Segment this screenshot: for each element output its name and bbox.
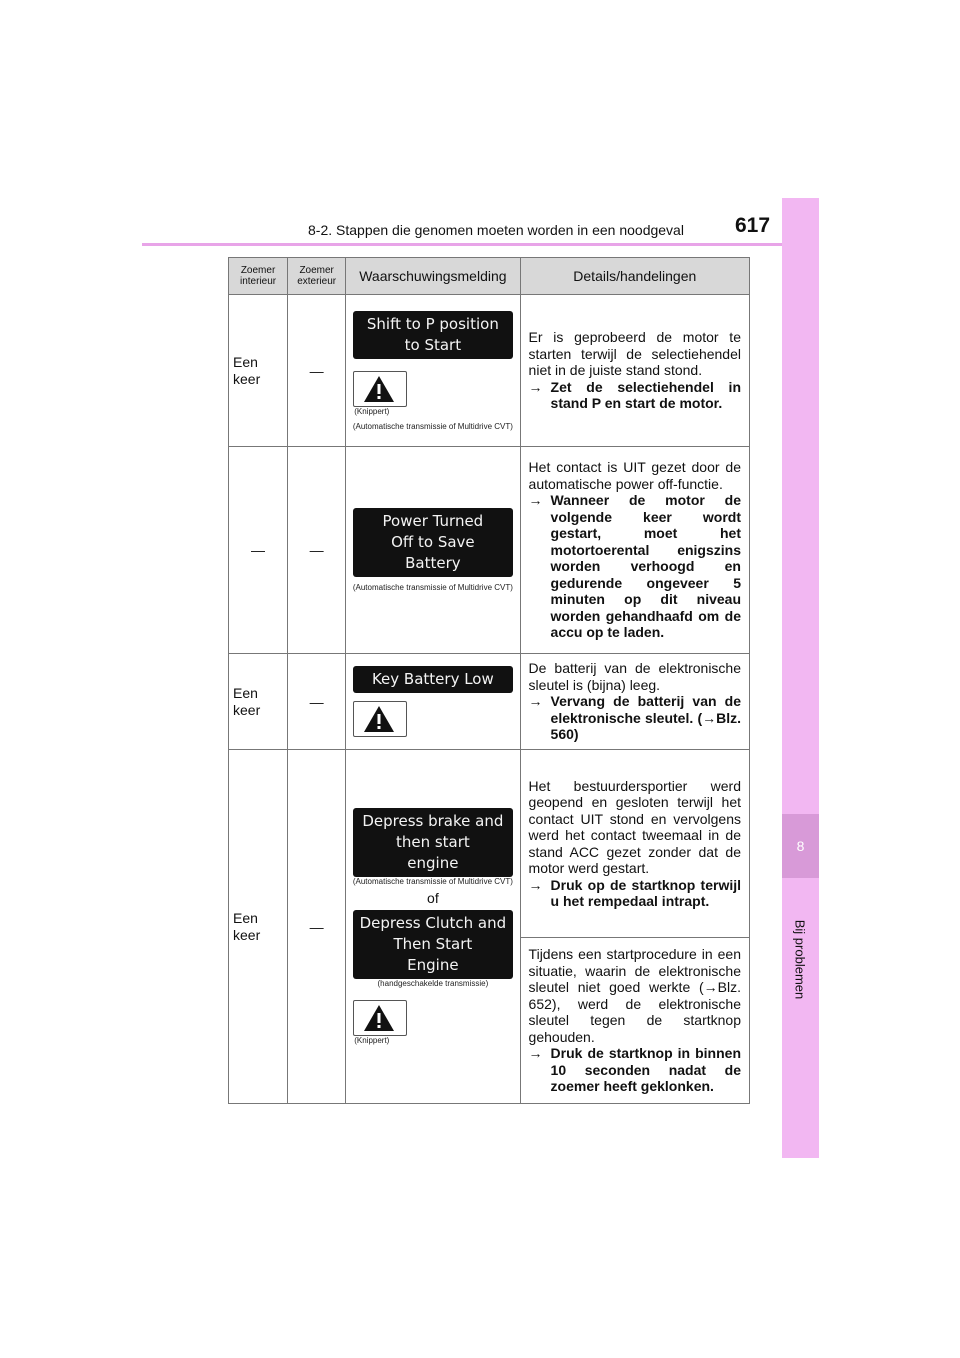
- details-text: Er is geprobeerd de motor te starten terwijl de selectiehendel niet in de juiste stand stond.: [528, 329, 741, 379]
- message-line: Off to Save: [391, 533, 475, 551]
- action-line: [529, 877, 741, 910]
- details-cell: [520, 295, 749, 447]
- action-text: Druk op de startknop terwijl u het rempedaal intrapt.: [550, 876, 741, 909]
- message-line: then start: [395, 833, 470, 851]
- transmission-caption: (Automatische transmissie of Multidrive CVT): [352, 421, 513, 431]
- message-cell: [346, 654, 520, 750]
- details-cell: [520, 750, 749, 938]
- header-details: Details/handelingen: [520, 258, 749, 295]
- warning-triangle-icon: [353, 1000, 407, 1036]
- buzzer-interior: Een keer: [229, 654, 288, 750]
- details-text: Het bestuurdersportier werd geopend en gesloten terwijl het contact UIT stond en vervolgens werd het contact tweemaal in de stand ACC gezet zonder dat de motor werd gestart.: [528, 777, 741, 876]
- arrow-icon: →: [528, 1045, 543, 1062]
- message-line: Battery: [405, 554, 461, 572]
- message-cell: [346, 295, 520, 447]
- buzzer-interior: Een keer: [229, 295, 288, 447]
- header-buzzer-exterior: Zoemer exterieur: [288, 258, 346, 295]
- action-line: [529, 693, 741, 743]
- message-line: Key Battery Low: [371, 670, 494, 688]
- message-line: Power Turned: [382, 512, 484, 530]
- blink-caption: (Knippert): [354, 406, 390, 416]
- arrow-icon: →: [528, 492, 543, 509]
- chapter-number: 8: [782, 814, 819, 878]
- details-cell: [520, 654, 749, 750]
- message-line: Depress Clutch and: [359, 914, 507, 932]
- blink-caption: (Knippert): [354, 1036, 390, 1045]
- details-cell: [520, 938, 749, 1104]
- buzzer-exterior: —: [288, 295, 346, 447]
- message-line: Shift to P position: [366, 314, 499, 333]
- details-text: Tijdens een startprocedure in een situatie, waarin de elektronische sleutel niet goed werkte (→Blz. 652), werd de elektronische sleutel tegen de startknop gehouden.: [528, 946, 741, 1045]
- transmission-caption: (Automatische transmissie of Multidrive CVT): [352, 877, 513, 886]
- message-line: Engine: [407, 956, 459, 974]
- buzzer-interior: —: [229, 447, 288, 654]
- display-message: [353, 666, 513, 693]
- details-text: Het contact is UIT gezet door de automatische power off-functie.: [528, 459, 741, 492]
- buzzer-exterior: —: [288, 447, 346, 654]
- warning-triangle-icon: [353, 701, 407, 737]
- display-message: [353, 508, 513, 577]
- action-text: Wanneer de motor de volgende keer wordt gestart, moet het motortoerental enigszins worden verhoogd en gedurende ongeveer 5 minuten op dit niveau worden gehandhaafd om de accu op te laden.: [550, 492, 741, 641]
- arrow-icon: →: [528, 378, 543, 395]
- table-row: [229, 447, 750, 654]
- table-row: [229, 295, 750, 447]
- table-header-row: [229, 258, 750, 295]
- message-line: Depress brake and: [362, 812, 504, 830]
- display-message: [353, 808, 513, 877]
- message-line: engine: [407, 854, 459, 872]
- arrow-icon: →: [528, 876, 543, 893]
- table-row: [229, 750, 750, 938]
- display-message: [353, 910, 513, 979]
- action-line: [529, 492, 741, 641]
- action-text: Vervang de batterij van de elektronische sleutel. (→Blz. 560): [550, 693, 741, 743]
- message-line: Then Start: [393, 935, 473, 953]
- or-label: of: [427, 890, 439, 906]
- message-cell: [346, 447, 520, 654]
- action-line: [529, 1045, 741, 1095]
- message-cell: [346, 750, 520, 1104]
- buzzer-interior: Een keer: [229, 750, 288, 1104]
- page-number: 617: [735, 214, 771, 237]
- section-title: 8-2. Stappen die genomen moeten worden in een noodgeval: [308, 222, 684, 238]
- action-text: Druk de startknop in binnen 10 seconden nadat de zoemer heeft geklonken.: [550, 1045, 741, 1095]
- warning-triangle-icon: [353, 371, 407, 407]
- action-text: Zet de selectiehendel in stand P en start de motor.: [550, 378, 741, 412]
- header-message: Waarschuwingsmelding: [346, 258, 520, 295]
- buzzer-exterior: —: [288, 750, 346, 1104]
- header-rule: [142, 243, 819, 246]
- transmission-caption: (handgeschakelde transmissie): [377, 979, 489, 988]
- buzzer-exterior: —: [288, 654, 346, 750]
- table-row: [229, 654, 750, 750]
- display-message: [353, 311, 513, 359]
- details-cell: [520, 447, 749, 654]
- chapter-label: Bij problemen: [792, 919, 808, 1000]
- arrow-icon: →: [528, 693, 543, 710]
- message-line: to Start: [404, 335, 462, 354]
- action-line: [529, 379, 741, 412]
- warning-table: [228, 257, 750, 1104]
- details-text: De batterij van de elektronische sleutel is (bijna) leeg.: [528, 660, 741, 693]
- header-buzzer-interior: Zoemer interieur: [229, 258, 288, 295]
- transmission-caption: (Automatische transmissie of Multidrive CVT): [352, 583, 513, 592]
